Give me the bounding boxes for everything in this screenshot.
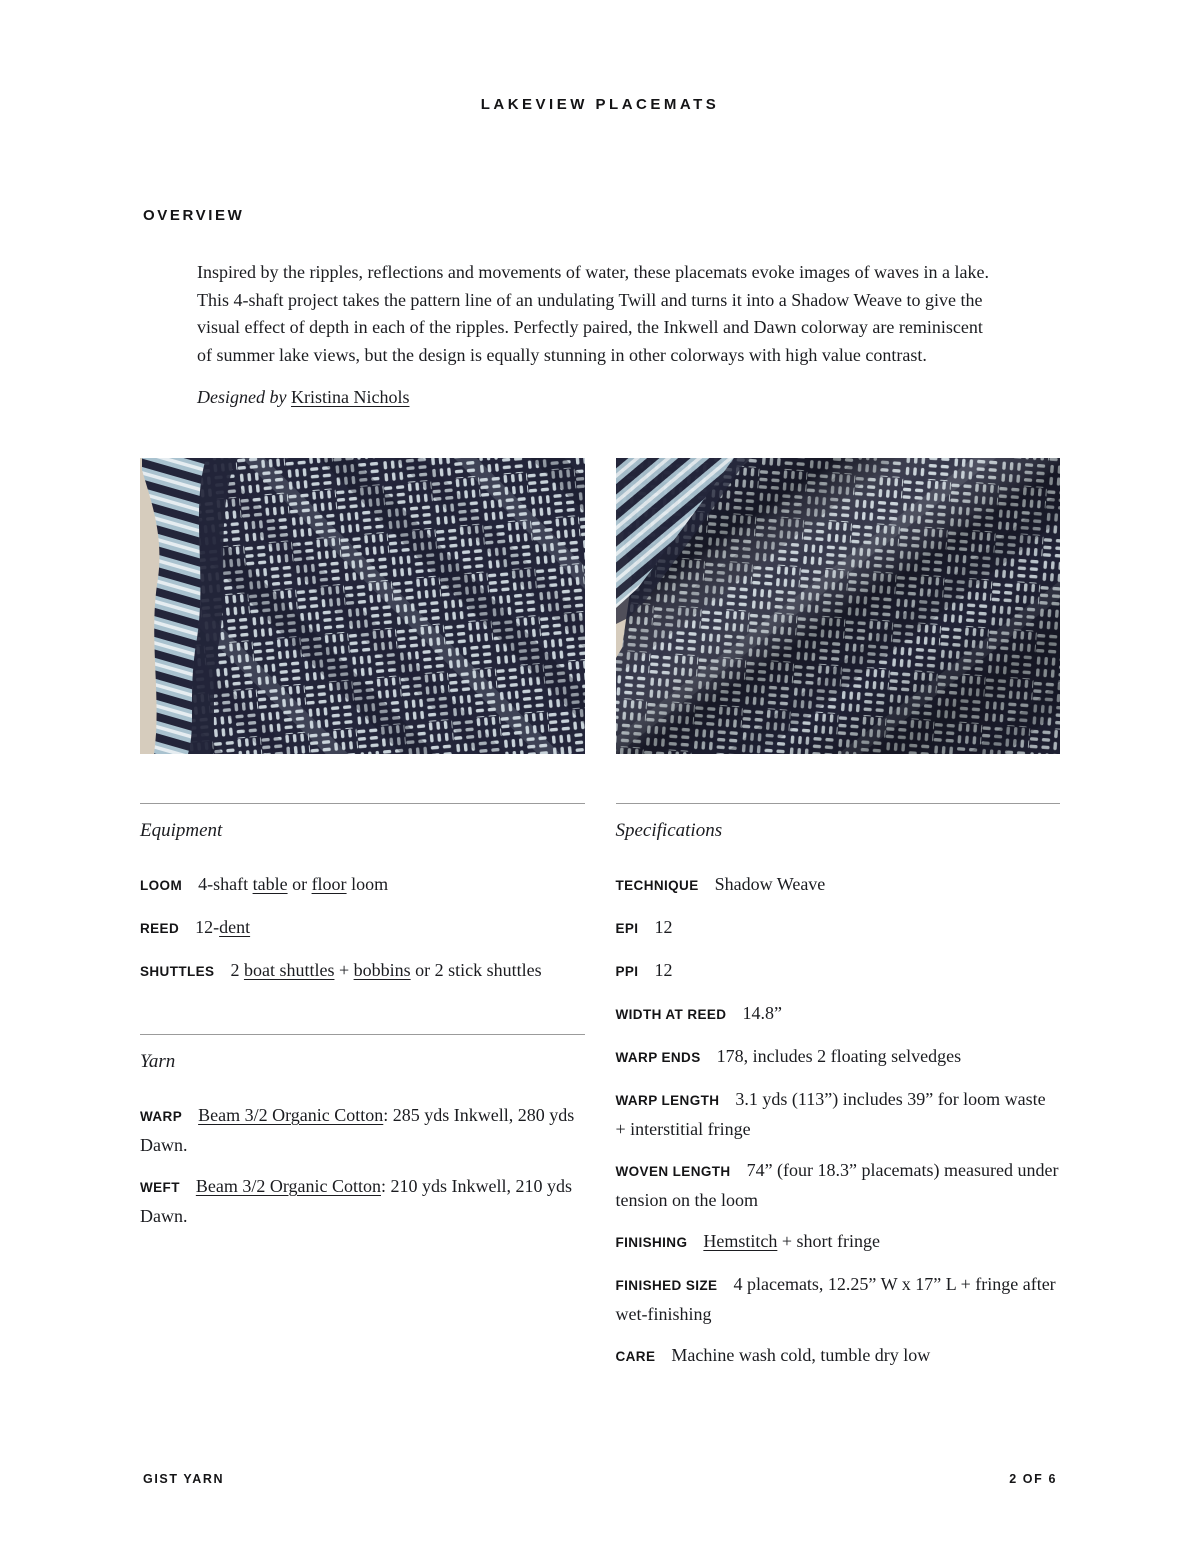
row-text: loom bbox=[346, 874, 389, 894]
spec-row bbox=[140, 1172, 585, 1230]
row-value bbox=[715, 874, 826, 894]
spec-row bbox=[616, 1156, 1061, 1214]
row-text: 12 bbox=[654, 917, 673, 937]
left-column bbox=[140, 803, 585, 1371]
overview-paragraph: Inspired by the ripples, reflections and movements of water, these placemats evoke images of waves in a lake. This 4-shaft project takes the pattern line of an undulating Twill and turns it into a Shadow Weave to give the visual effect of depth in each of the ripples. Perfectly paired, the Inkwell and Dawn colorway are reminiscent of summer lake views, but the design is equally stunning in other colorways with high value contrast. bbox=[197, 262, 990, 365]
fabric-photo-closeup bbox=[140, 458, 585, 754]
spec-row bbox=[616, 1341, 1061, 1371]
row-value bbox=[654, 917, 672, 937]
inline-link[interactable]: boat shuttles bbox=[243, 960, 335, 980]
spec-row bbox=[616, 956, 1061, 986]
section-divider bbox=[140, 1034, 585, 1035]
row-text: 2 bbox=[230, 960, 244, 980]
row-text: : 285 yds Inkwell, 280 yds Dawn. bbox=[140, 1105, 575, 1155]
row-value bbox=[140, 1176, 572, 1226]
row-label: EPI bbox=[615, 921, 639, 936]
overview-heading: OVERVIEW bbox=[143, 207, 245, 224]
row-text: 74” (four 18.3” placemats) measured under tension on the loom bbox=[615, 1160, 1059, 1210]
row-text: 14.8” bbox=[742, 1003, 782, 1023]
spec-row bbox=[616, 1270, 1061, 1328]
spec-row bbox=[140, 870, 585, 900]
row-label: SHUTTLES bbox=[140, 964, 215, 979]
row-value bbox=[703, 1231, 880, 1251]
spec-row bbox=[616, 913, 1061, 943]
row-text: 4 placemats, 12.25” W x 17” L + fringe after wet-finishing bbox=[615, 1274, 1056, 1324]
section-divider bbox=[140, 803, 585, 804]
designer-link[interactable]: Kristina Nichols bbox=[290, 387, 410, 407]
row-label: LOOM bbox=[140, 878, 183, 893]
row-label: CARE bbox=[615, 1349, 656, 1364]
inline-link[interactable]: Beam 3/2 Organic Cotton bbox=[195, 1176, 381, 1196]
row-text: or bbox=[287, 874, 312, 894]
detail-columns bbox=[140, 803, 1060, 1371]
row-label: WEFT bbox=[140, 1180, 180, 1195]
row-label: WARP ENDS bbox=[615, 1050, 701, 1065]
fabric-photo-draped bbox=[616, 458, 1061, 754]
row-text: 4-shaft bbox=[198, 874, 253, 894]
spec-row bbox=[616, 1085, 1061, 1143]
spec-row bbox=[140, 1101, 585, 1159]
photo-row bbox=[140, 458, 1060, 754]
specifications-section bbox=[616, 803, 1061, 1371]
inline-link[interactable]: table bbox=[252, 874, 288, 894]
row-value bbox=[198, 874, 388, 894]
row-value bbox=[717, 1046, 961, 1066]
row-label: WIDTH AT REED bbox=[615, 1007, 727, 1022]
row-label: FINISHED SIZE bbox=[615, 1278, 718, 1293]
row-text: or 2 stick shuttles bbox=[410, 960, 542, 980]
inline-link[interactable]: Hemstitch bbox=[703, 1231, 778, 1251]
spec-row bbox=[616, 1042, 1061, 1072]
row-text: 12 bbox=[654, 960, 673, 980]
inline-link[interactable]: floor bbox=[311, 874, 347, 894]
page-content bbox=[140, 0, 1060, 1371]
right-column bbox=[616, 803, 1061, 1371]
spec-row bbox=[616, 1227, 1061, 1257]
row-text: 3.1 yds (113”) includes 39” for loom waste + interstitial fringe bbox=[615, 1089, 1046, 1139]
row-label: WARP bbox=[140, 1109, 183, 1124]
row-text: 178, includes 2 floating selvedges bbox=[716, 1046, 962, 1066]
row-value bbox=[230, 960, 541, 980]
inline-link[interactable]: Beam 3/2 Organic Cotton bbox=[198, 1105, 384, 1125]
specifications-rows bbox=[616, 870, 1061, 1371]
spec-row bbox=[140, 913, 585, 943]
equipment-heading: Equipment bbox=[140, 820, 223, 841]
row-label: WARP LENGTH bbox=[615, 1093, 720, 1108]
footer-brand: GIST YARN bbox=[143, 1472, 225, 1486]
inline-link[interactable]: dent bbox=[219, 917, 251, 937]
row-label: WOVEN LENGTH bbox=[615, 1164, 731, 1179]
inline-link[interactable]: bobbins bbox=[353, 960, 411, 980]
section-divider bbox=[616, 803, 1061, 804]
row-label: FINISHING bbox=[615, 1235, 688, 1250]
equipment-section bbox=[140, 803, 585, 986]
row-value bbox=[140, 1105, 574, 1155]
row-text: + short fringe bbox=[777, 1231, 880, 1251]
yarn-section bbox=[140, 1034, 585, 1230]
row-label: TECHNIQUE bbox=[615, 878, 699, 893]
row-value bbox=[742, 1003, 782, 1023]
row-value bbox=[195, 917, 250, 937]
specifications-heading: Specifications bbox=[615, 820, 723, 841]
yarn-rows bbox=[140, 1101, 585, 1230]
byline-prefix: Designed by bbox=[197, 387, 291, 407]
row-text: 12- bbox=[195, 917, 220, 937]
row-text: Machine wash cold, tumble dry low bbox=[671, 1345, 931, 1365]
row-value bbox=[671, 1345, 930, 1365]
row-text: Shadow Weave bbox=[714, 874, 826, 894]
row-text: : 210 yds Inkwell, 210 yds Dawn. bbox=[140, 1176, 572, 1226]
spec-row bbox=[616, 999, 1061, 1029]
equipment-rows bbox=[140, 870, 585, 986]
spec-row bbox=[616, 870, 1061, 900]
spec-row bbox=[140, 956, 585, 986]
row-label: REED bbox=[140, 921, 180, 936]
page-footer bbox=[143, 1472, 1057, 1486]
byline bbox=[197, 383, 1060, 411]
yarn-heading: Yarn bbox=[140, 1051, 176, 1072]
row-text: + bbox=[334, 960, 354, 980]
page-title: LAKEVIEW PLACEMATS bbox=[480, 96, 720, 113]
page-number: 2 OF 6 bbox=[1009, 1472, 1057, 1486]
row-value bbox=[654, 960, 672, 980]
row-label: PPI bbox=[615, 964, 639, 979]
